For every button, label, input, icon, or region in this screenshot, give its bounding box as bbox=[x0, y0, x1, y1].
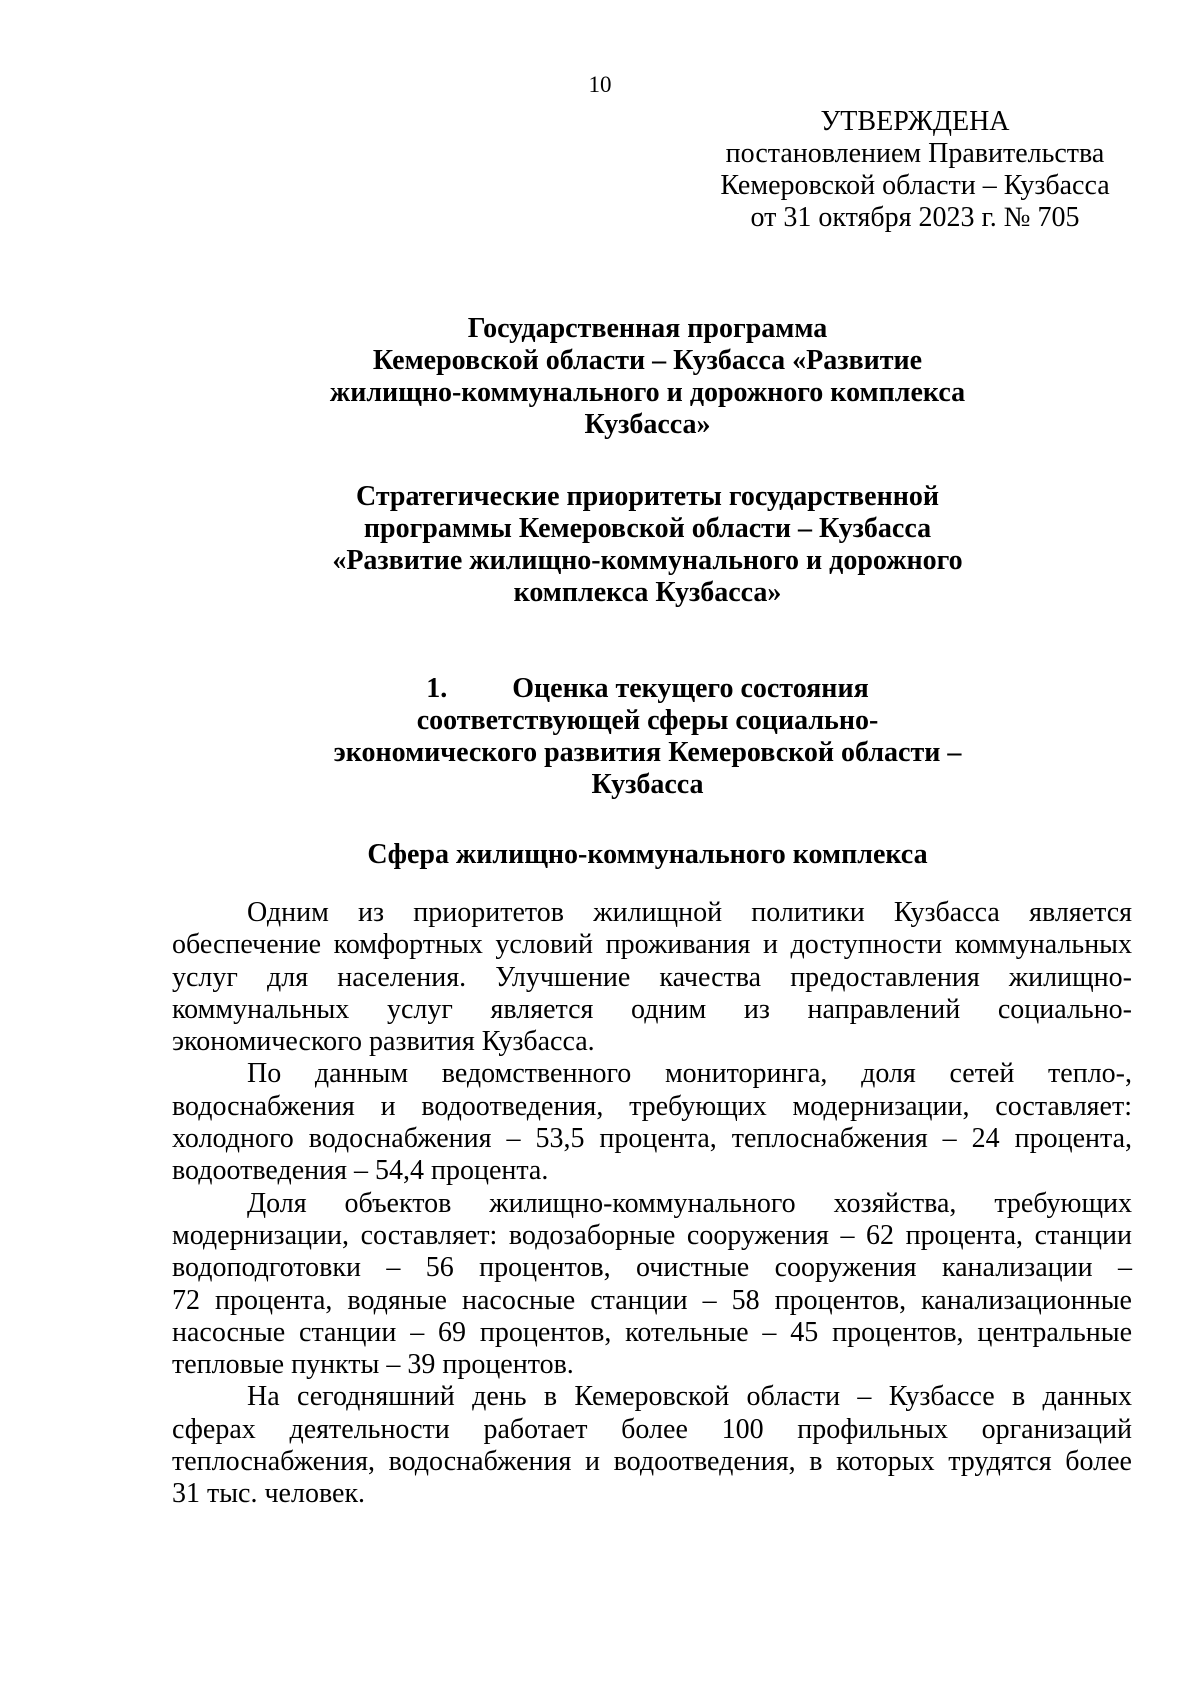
priorities-title bbox=[270, 481, 1025, 609]
paragraph-line: тепловые пункты – 39 процентов. bbox=[172, 1349, 574, 1381]
program-title-line: Кемеровской области – Кузбасса «Развитие bbox=[372, 345, 923, 376]
approval-stamp bbox=[700, 106, 1130, 234]
paragraph-line: водоотведения – 54,4 процента. bbox=[172, 1155, 549, 1187]
section-title-line: соответствующей сферы социально- bbox=[416, 705, 879, 736]
priorities-title-line: Стратегические приоритеты государственной bbox=[355, 481, 940, 512]
paragraph-line: 31 тыс. человек. bbox=[172, 1478, 366, 1510]
paragraph-line: коммунальных услуг является одним из направлений социально- bbox=[172, 993, 1132, 1025]
program-title-line: жилищно-коммунального и дорожного комплекса bbox=[329, 377, 966, 408]
paragraph-line: Одним из приоритетов жилищной политики Кузбасса является bbox=[247, 897, 1132, 928]
program-title-line: Кузбасса» bbox=[584, 409, 711, 440]
approval-line: Кемеровской области – Кузбасса bbox=[720, 170, 1110, 201]
page-number: 10 bbox=[588, 72, 612, 97]
section-number: 1. bbox=[426, 673, 448, 704]
paragraph-line: холодного водоснабжения – 53,5 процента, теплоснабжения – 24 процента, bbox=[172, 1123, 1132, 1155]
paragraph-line: Доля объектов жилищно-коммунального хозяйства, требующих bbox=[247, 1187, 1132, 1219]
paragraph-line: модернизации, составляет: водозаборные сооружения – 62 процента, станции bbox=[172, 1219, 1132, 1251]
paragraph-line: На сегодняшний день в Кемеровской области – Кузбассе в данных bbox=[247, 1381, 1132, 1413]
paragraph-line: обеспечение комфортных условий проживания и доступности коммунальных bbox=[172, 929, 1132, 961]
priorities-title-line: комплекса Кузбасса» bbox=[513, 577, 782, 608]
approval-line: от 31 октября 2023 г. № 705 bbox=[750, 202, 1080, 233]
program-title bbox=[270, 313, 1025, 441]
body-text bbox=[172, 897, 1132, 1511]
paragraph-line: экономического развития Кузбасса. bbox=[172, 1026, 595, 1058]
paragraph-line: водоснабжения и водоотведения, требующих модернизации, составляет: bbox=[172, 1090, 1132, 1122]
paragraph-line: сферах деятельности работает более 100 профильных организаций bbox=[172, 1413, 1132, 1445]
paragraph-4 bbox=[172, 1381, 1132, 1510]
section-heading bbox=[270, 673, 1025, 801]
paragraph-line: насосные станции – 69 процентов, котельные – 45 процентов, центральные bbox=[172, 1316, 1132, 1348]
program-title-line: Государственная программа bbox=[467, 313, 828, 344]
paragraph-line: 72 процента, водяные насосные станции – 58 процентов, канализационные bbox=[172, 1284, 1132, 1316]
approval-line: постановлением Правительства bbox=[725, 138, 1105, 169]
section-title-line: Оценка текущего состояния bbox=[512, 673, 869, 704]
section-heading-first-line bbox=[270, 673, 1025, 705]
paragraph-2 bbox=[172, 1058, 1132, 1187]
section-title-line: Кузбасса bbox=[591, 769, 704, 800]
paragraph-3 bbox=[172, 1188, 1132, 1382]
approval-line: УТВЕРЖДЕНА bbox=[820, 106, 1010, 137]
paragraph-line: теплоснабжения, водоснабжения и водоотведения, в которых трудятся более bbox=[172, 1446, 1132, 1478]
paragraph-line: По данным ведомственного мониторинга, доля сетей тепло-, bbox=[247, 1058, 1132, 1090]
subsection-heading-text: Сфера жилищно-коммунального комплекса bbox=[367, 839, 928, 870]
paragraph-line: водоподготовки – 56 процентов, очистные сооружения канализации – bbox=[172, 1252, 1132, 1284]
priorities-title-line: «Развитие жилищно-коммунального и дорожного bbox=[332, 545, 963, 576]
section-title-line: экономического развития Кемеровской области – bbox=[333, 737, 962, 768]
paragraph-line: услуг для населения. Улучшение качества предоставления жилищно- bbox=[172, 961, 1132, 993]
subsection-heading bbox=[270, 839, 1025, 871]
paragraph-1 bbox=[172, 897, 1132, 1058]
priorities-title-line: программы Кемеровской области – Кузбасса bbox=[363, 513, 932, 544]
